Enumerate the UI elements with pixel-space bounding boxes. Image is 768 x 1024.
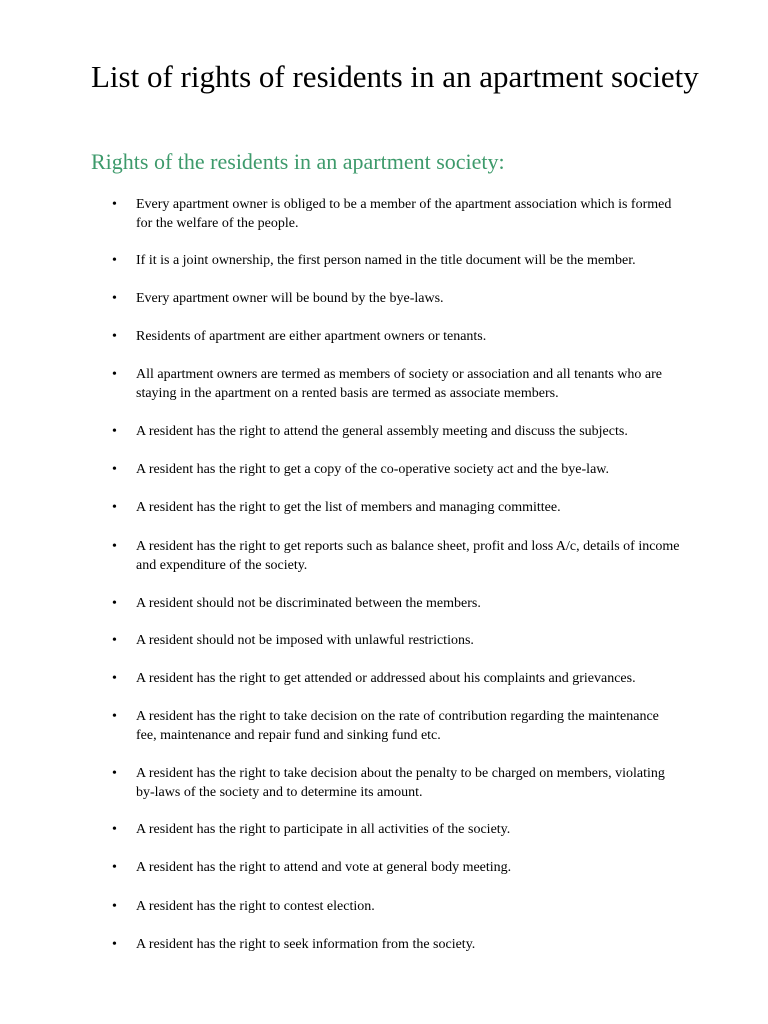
bullet-icon: • [112,596,117,611]
bullet-icon: • [112,367,117,382]
bullet-icon: • [112,766,117,781]
list-item [112,195,681,233]
list-item [112,897,681,916]
list-item [112,631,681,650]
document-title: List of rights of residents in an apartment society [91,59,699,94]
bullet-icon: • [112,462,117,477]
bullet-icon: • [112,291,117,306]
bullet-icon: • [112,671,117,686]
bullet-icon: • [112,197,117,212]
bullet-icon: • [112,633,117,648]
bullet-icon: • [112,899,117,914]
bullet-icon: • [112,253,117,268]
list-item-text: A resident has the right to get reports such as balance sheet, profit and loss A/c, details of income and expenditure of the society. [136,539,680,573]
list-item [112,594,681,613]
list-item [112,365,681,403]
list-item [112,537,681,575]
list-item [112,935,681,954]
list-item-text: A resident has the right to attend and vote at general body meeting. [136,860,512,875]
list-item-text: A resident has the right to contest election. [136,899,375,914]
bullet-icon: • [112,709,117,724]
list-item-text: Every apartment owner is obliged to be a member of the apartment association which is formed for the welfare of the people. [136,197,672,231]
list-item [112,764,681,802]
list-item-text: A resident has the right to take decision on the rate of contribution regarding the maintenance fee, maintenance and repair fund and sinking fund etc. [136,709,659,743]
list-item-text: A resident has the right to attend the general assembly meeting and discuss the subjects. [136,424,628,439]
list-item-text: A resident has the right to get the list of members and managing committee. [136,500,561,515]
list-item [112,460,681,479]
list-item-text: A resident should not be imposed with unlawful restrictions. [136,633,474,648]
list-item-text: A resident has the right to participate in all activities of the society. [136,822,511,837]
list-item-text: All apartment owners are termed as members of society or association and all tenants who are staying in the apartment on a rented basis are termed as associate members. [136,367,662,401]
bullet-icon: • [112,539,117,554]
list-item [112,289,681,308]
section-heading: Rights of the residents in an apartment society: [91,149,505,174]
bullet-icon: • [112,822,117,837]
list-item [112,498,681,517]
list-item [112,251,681,270]
list-item-text: A resident has the right to get a copy of the co-operative society act and the bye-law. [136,462,609,477]
list-item-text: A resident has the right to take decision about the penalty to be charged on members, violating by-laws of the society and to determine its amount. [136,766,665,800]
list-item-text: Every apartment owner will be bound by the bye-laws. [136,291,444,306]
list-item [112,669,681,688]
list-item-text: Residents of apartment are either apartment owners or tenants. [136,329,487,344]
bullet-icon: • [112,329,117,344]
bullet-icon: • [112,424,117,439]
bullet-icon: • [112,500,117,515]
bullet-icon: • [112,937,117,952]
list-item [112,820,681,839]
list-item-text: If it is a joint ownership, the first person named in the title document will be the member. [136,253,636,268]
bullet-icon: • [112,860,117,875]
list-item-text: A resident has the right to seek information from the society. [136,937,476,952]
list-item [112,327,681,346]
list-item [112,422,681,441]
list-item [112,707,681,745]
list-item [112,858,681,877]
list-item-text: A resident has the right to get attended or addressed about his complaints and grievances. [136,671,636,686]
list-item-text: A resident should not be discriminated between the members. [136,596,481,611]
